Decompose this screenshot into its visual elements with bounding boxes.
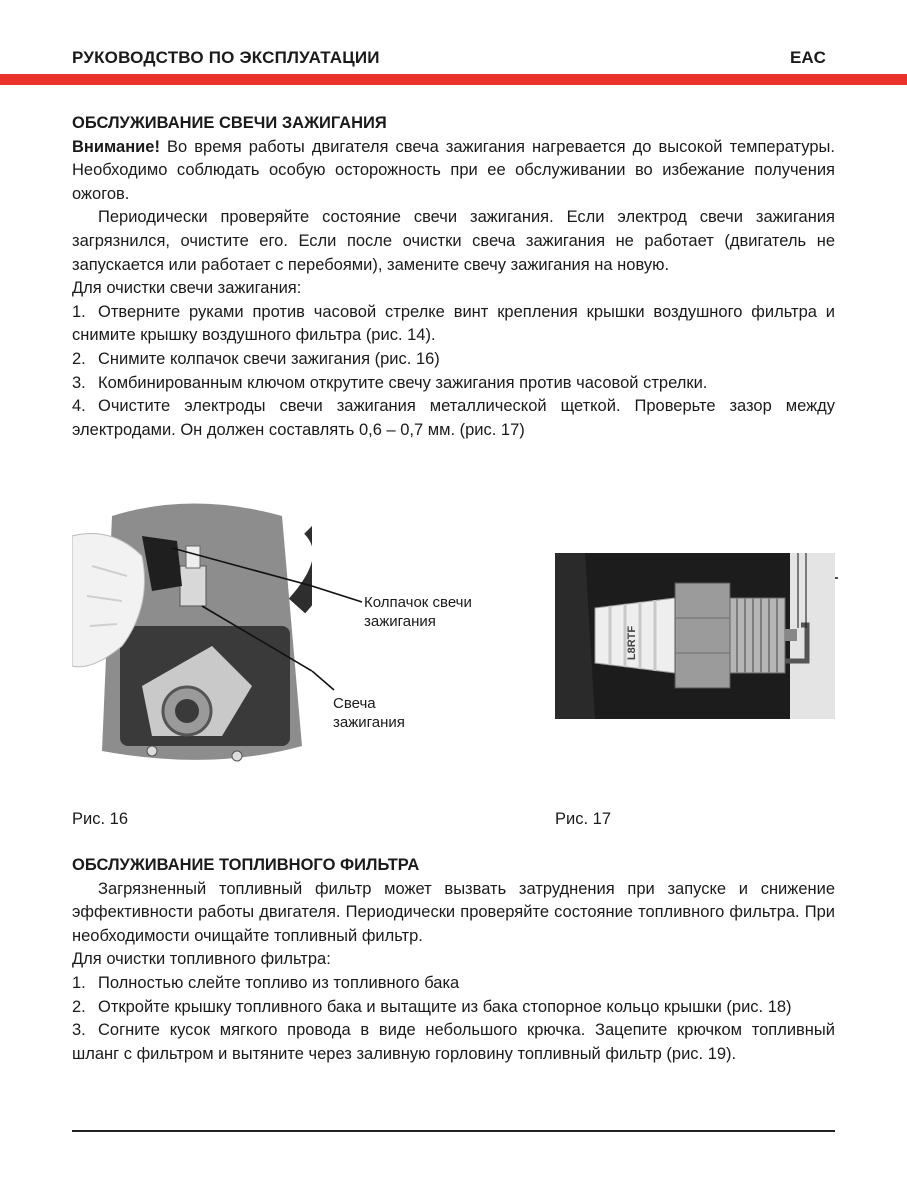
spark-paragraph: Периодически проверяйте состояние свечи зажигания. Если электрод свечи зажигания загрязнился, очистите его. Если после очистки свеча зажигания не работает (двигатель не запускается или работает с перебоями), замените свечу зажигания на новую. xyxy=(72,208,835,274)
callout-plug-line1: Свеча xyxy=(333,695,376,712)
spark-warning xyxy=(72,136,835,207)
header-red-bar xyxy=(0,74,907,85)
plug-marking: L8RTF xyxy=(626,625,638,661)
warning-label: Внимание! xyxy=(72,137,160,156)
cap-callout-line-ext xyxy=(312,586,362,602)
list-item-number: 2. xyxy=(72,349,86,368)
bottom-rule xyxy=(72,1130,835,1132)
list-item-number: 2. xyxy=(72,997,86,1016)
fig16-caption: Рис. 16 xyxy=(72,810,128,828)
list-item-number: 4. xyxy=(72,397,86,416)
center-electrode xyxy=(785,629,797,641)
list-item-text: Снимите колпачок свечи зажигания (рис. 16) xyxy=(98,349,440,368)
callout-cap-line1: Колпачок свечи xyxy=(364,594,472,611)
plug-callout-line-ext xyxy=(312,671,334,690)
warning-text: Во время работы двигателя свеча зажигания нагревается до высокой температуры. Необходимо соблюдать особую осторожность при ее обслуживании во избежание получения ожогов. xyxy=(72,137,835,203)
fig17-photo xyxy=(555,553,835,719)
screw xyxy=(232,751,242,761)
fuel-paragraph: Загрязненный топливный фильтр может вызвать затруднения при запуске и снижение эффективности работы двигателя. Периодически проверяйте состояние топливного фильтра. При необходимости очищайте топливный фильтр. xyxy=(72,879,835,945)
list-item-text: Комбинированным ключом открутите свечу зажигания против часовой стрелки. xyxy=(98,373,708,392)
spark-plug-hex xyxy=(675,583,730,688)
screw xyxy=(147,746,157,756)
list-item-text: Согните кусок мягкого провода в виде небольшого крючка. Зацепите крючком топливный шланг с фильтром и вытяните через заливную горловину топливный фильтр (рис. 19). xyxy=(72,1021,835,1063)
list-item xyxy=(72,996,835,1020)
list-item xyxy=(72,395,835,442)
fig17-caption: Рис. 17 xyxy=(555,810,611,828)
callout-plug xyxy=(333,694,405,732)
spark-heading: ОБСЛУЖИВАНИЕ СВЕЧИ ЗАЖИГАНИЯ xyxy=(72,114,387,132)
list-item-text: Очистите электроды свечи зажигания металлической щеткой. Проверьте зазор между электродами. Он должен составлять 0,6 – 0,7 мм. (рис. 17) xyxy=(72,397,835,439)
list-item xyxy=(72,301,835,348)
list-item-text: Полностью слейте топливо из топливного бака xyxy=(98,973,460,992)
callout-lines xyxy=(312,540,372,700)
list-item xyxy=(72,1019,835,1066)
list-item xyxy=(72,348,835,372)
header-title: РУКОВОДСТВО ПО ЭКСПЛУАТАЦИИ xyxy=(72,48,380,67)
list-item-text: Откройте крышку топливного бака и вытащите из бака стопорное кольцо крышки (рис. 18) xyxy=(98,997,792,1016)
list-item-number: 3. xyxy=(72,1021,86,1040)
list-item-number: 3. xyxy=(72,373,86,392)
list-item xyxy=(72,972,835,996)
fuel-intro: Для очистки топливного фильтра: xyxy=(72,950,331,969)
spark-section xyxy=(72,112,835,442)
eac-mark: EAC xyxy=(790,48,826,67)
callout-cap-line2: зажигания xyxy=(364,613,436,630)
spark-plug-insulator xyxy=(186,546,200,568)
fuel-heading: ОБСЛУЖИВАНИЕ ТОПЛИВНОГО ФИЛЬТРА xyxy=(72,856,420,874)
callout-plug-line2: зажигания xyxy=(333,714,405,731)
callout-cap xyxy=(364,593,472,631)
carburetor-throat xyxy=(175,699,199,723)
list-item xyxy=(72,372,835,396)
spark-plug xyxy=(180,566,206,606)
fig16-photo xyxy=(72,496,312,776)
fuel-section xyxy=(72,854,835,1066)
list-item-text: Отверните руками против часовой стрелке винт крепления крышки воздушного фильтра и снимите крышку воздушного фильтра (рис. 14). xyxy=(72,302,835,345)
spark-intro: Для очистки свечи зажигания: xyxy=(72,279,302,298)
list-item-number: 1. xyxy=(72,302,86,321)
list-item-number: 1. xyxy=(72,973,86,992)
